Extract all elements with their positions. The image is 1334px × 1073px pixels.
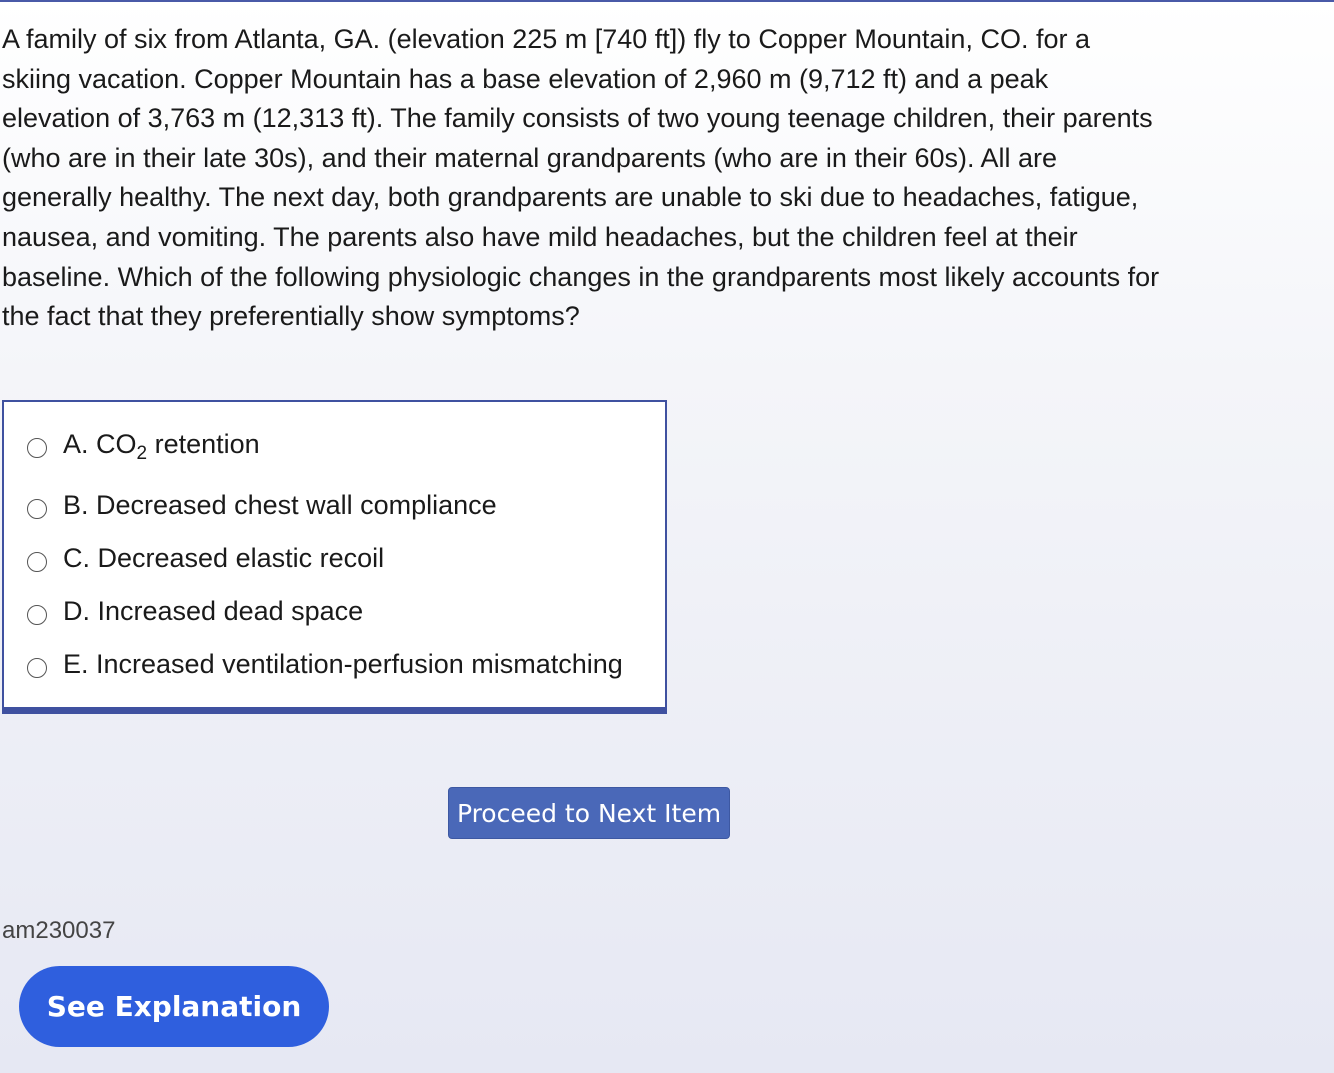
- answer-option-b-label: B. Decreased chest wall compliance: [63, 489, 497, 520]
- answer-option-e[interactable]: [27, 644, 623, 684]
- radio-button-a[interactable]: [27, 438, 47, 458]
- top-divider: [0, 0, 1334, 2]
- answer-option-d-label: D. Increased dead space: [63, 595, 364, 626]
- answer-option-a-label: A. $CO_2$ retention: [63, 428, 260, 464]
- answer-choices-box: [2, 400, 667, 714]
- see-explanation-button[interactable]: See Explanation: [19, 966, 329, 1047]
- answer-option-a[interactable]: [27, 424, 260, 464]
- item-id-label: am230037: [2, 917, 116, 944]
- answer-option-e-label: E. Increased ventilation-perfusion mismatching: [63, 648, 623, 679]
- answer-option-b[interactable]: [27, 485, 497, 525]
- radio-button-c[interactable]: [27, 552, 47, 572]
- answer-option-c[interactable]: [27, 538, 384, 578]
- proceed-to-next-item-button[interactable]: Proceed to Next Item: [448, 787, 730, 839]
- radio-button-b[interactable]: [27, 499, 47, 519]
- question-stem: A family of six from Atlanta, GA. (elevation 225 m [740 ft]) fly to Copper Mountain, CO. for a skiing vacation. Copper Mountain has a base elevation of 2,960 m (9,712 ft) and a peak elevation of 3,763 m (12,313 ft). The family consists of two young teenage children, their parents (who are in their late 30s), and their maternal grandparents (who are in their 60s). All are generally healthy. The next day, both grandparents are unable to ski due to headaches, fatigue, nausea, and vomiting. The parents also have mild headaches, but the children feel at their baseline. Which of the following physiologic changes in the grandparents most likely accounts for the fact that they preferentially show symptoms?: [2, 24, 1160, 332]
- answer-option-d[interactable]: [27, 591, 363, 631]
- answer-option-c-label: C. Decreased elastic recoil: [63, 542, 385, 573]
- radio-button-e[interactable]: [27, 658, 47, 678]
- radio-button-d[interactable]: [27, 605, 47, 625]
